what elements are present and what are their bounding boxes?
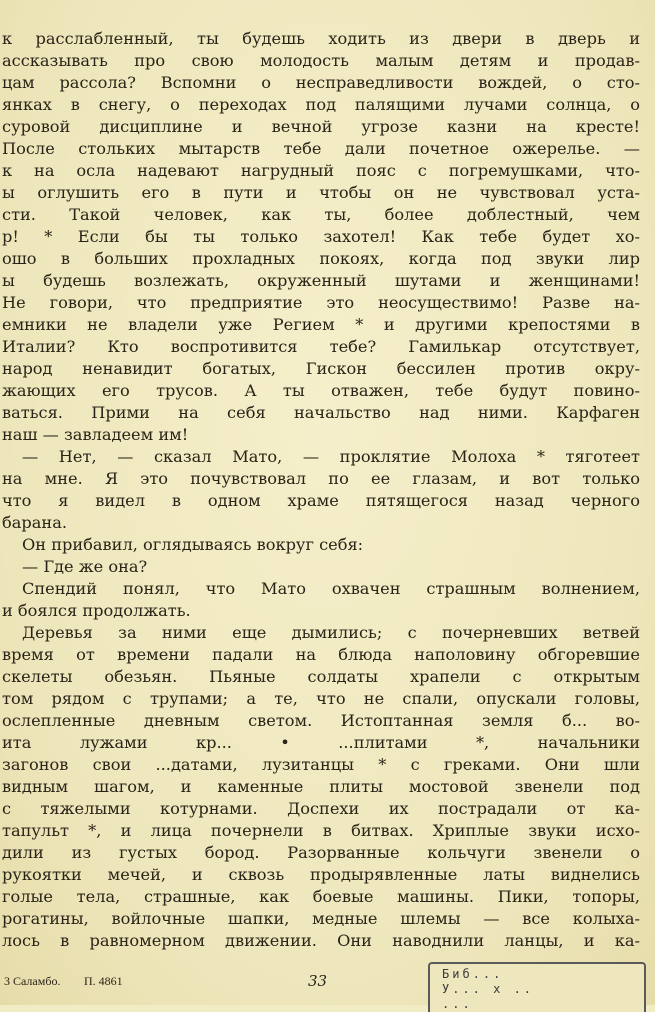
text-line: емники не владели уже Регием * и другими крепостями в xyxy=(2,315,640,334)
text-line: лось в равномерном движении. Они наводнили ланцы, и ка- xyxy=(2,931,640,950)
text-line: рогатины, войлочные шапки, медные шлемы — все колыха- xyxy=(2,909,640,928)
printer-signature: 3 Саламбо. xyxy=(4,974,61,988)
text-line: жающих его трусов. А ты отважен, тебе будут повино- xyxy=(2,381,640,400)
text-line: ассказывать про свою молодость малым детям и продав- xyxy=(2,51,640,70)
text-line: голые тела, страшные, как боевые машины. Пики, топоры, xyxy=(2,887,640,906)
text-line: к расслабленный, ты будешь ходить из двери в дверь и xyxy=(2,29,640,48)
text-line: — Где же она? xyxy=(22,557,148,576)
text-line: янках в снегу, о переходах под палящими лучами солнца, о xyxy=(2,95,640,114)
text-line: на мне. Я это почувствовал по ее глазам, и вот только xyxy=(2,469,640,488)
body-text xyxy=(2,28,640,952)
stamp-line: ... xyxy=(442,997,473,1011)
text-line: рукоятки мечей, и сквозь продырявленные латы виднелись xyxy=(2,865,640,884)
text-line: ы будешь возлежать, окруженный шутами и женщинами! xyxy=(2,271,640,290)
text-line: После стольких мытарств тебе дали почетное ожерелье. — xyxy=(2,139,640,158)
text-line: Италии? Кто воспротивится тебе? Гамилькар отсутствует, xyxy=(2,337,640,356)
text-line: ваться. Прими на себя начальство над ними. Карфаген xyxy=(2,403,640,422)
text-line: Он прибавил, оглядываясь вокруг себя: xyxy=(22,535,364,554)
text-line: Не говори, что предприятие это неосуществимо! Разве на- xyxy=(2,293,640,312)
text-line: — Нет, — сказал Мато, — проклятие Молоха * тяготеет xyxy=(22,447,640,466)
text-line: Деревья за ними еще дымились; с почерневших ветвей xyxy=(22,623,640,642)
text-line: что я видел в одном храме пятящегося назад черного xyxy=(2,491,640,510)
text-line: время от времени падали на блюда наполовину обгоревшие xyxy=(2,645,640,664)
order-number: П. 4861 xyxy=(84,974,123,988)
text-line: скелеты обезьян. Пьяные солдаты храпели с открытым xyxy=(2,667,640,686)
text-line: и боялся продолжать. xyxy=(2,601,191,620)
text-line: ы оглушить его в пути и чтобы он не чувствовал уста- xyxy=(2,183,640,202)
text-line: с тяжелыми котурнами. Доспехи их пострадали от ка- xyxy=(2,799,640,818)
text-line: к на осла надевают нагрудный пояс с погремушками, что- xyxy=(2,161,640,180)
text-line: Спендий понял, что Мато охвачен страшным волнением, xyxy=(22,579,640,598)
text-line: цам рассола? Вспомни о несправедливости вождей, о сто- xyxy=(2,73,640,92)
text-line: загонов свои ...датами, лузитанцы * с греками. Они шли xyxy=(2,755,640,774)
stamp-line: Биб... xyxy=(442,967,504,981)
text-line: р! * Если бы ты только захотел! Как тебе будет хо- xyxy=(2,227,640,246)
text-line: тапульт *, и лица почернели в битвах. Хриплые звуки исхо- xyxy=(2,821,640,840)
text-line: дили из густых бород. Разорванные кольчуги звенели о xyxy=(2,843,640,862)
text-line: том рядом с трупами; а те, что не спали, опускали головы, xyxy=(2,689,640,708)
text-line: ита лужами кр... • ...плитами *, начальники xyxy=(2,733,640,752)
text-line: ошо в больших прохладных покоях, когда под звуки лир xyxy=(2,249,640,268)
text-line: суровой дисциплине и вечной угрозе казни на кресте! xyxy=(2,117,640,136)
text-line: сти. Такой человек, как ты, более доблестный, чем xyxy=(2,205,640,224)
page-footer xyxy=(4,974,204,990)
text-line: наш — завладеем им! xyxy=(2,425,189,444)
text-line: ослепленные дневным светом. Истоптанная земля б... во- xyxy=(2,711,640,730)
stamp-line: У... х .. xyxy=(442,982,535,996)
text-line: видным шагом, и каменные плиты мостовой звенели под xyxy=(2,777,640,796)
page-number: 33 xyxy=(308,972,328,990)
text-line: народ ненавидит богатых, Гискон бессилен против окру- xyxy=(2,359,640,378)
text-line: барана. xyxy=(2,513,67,532)
